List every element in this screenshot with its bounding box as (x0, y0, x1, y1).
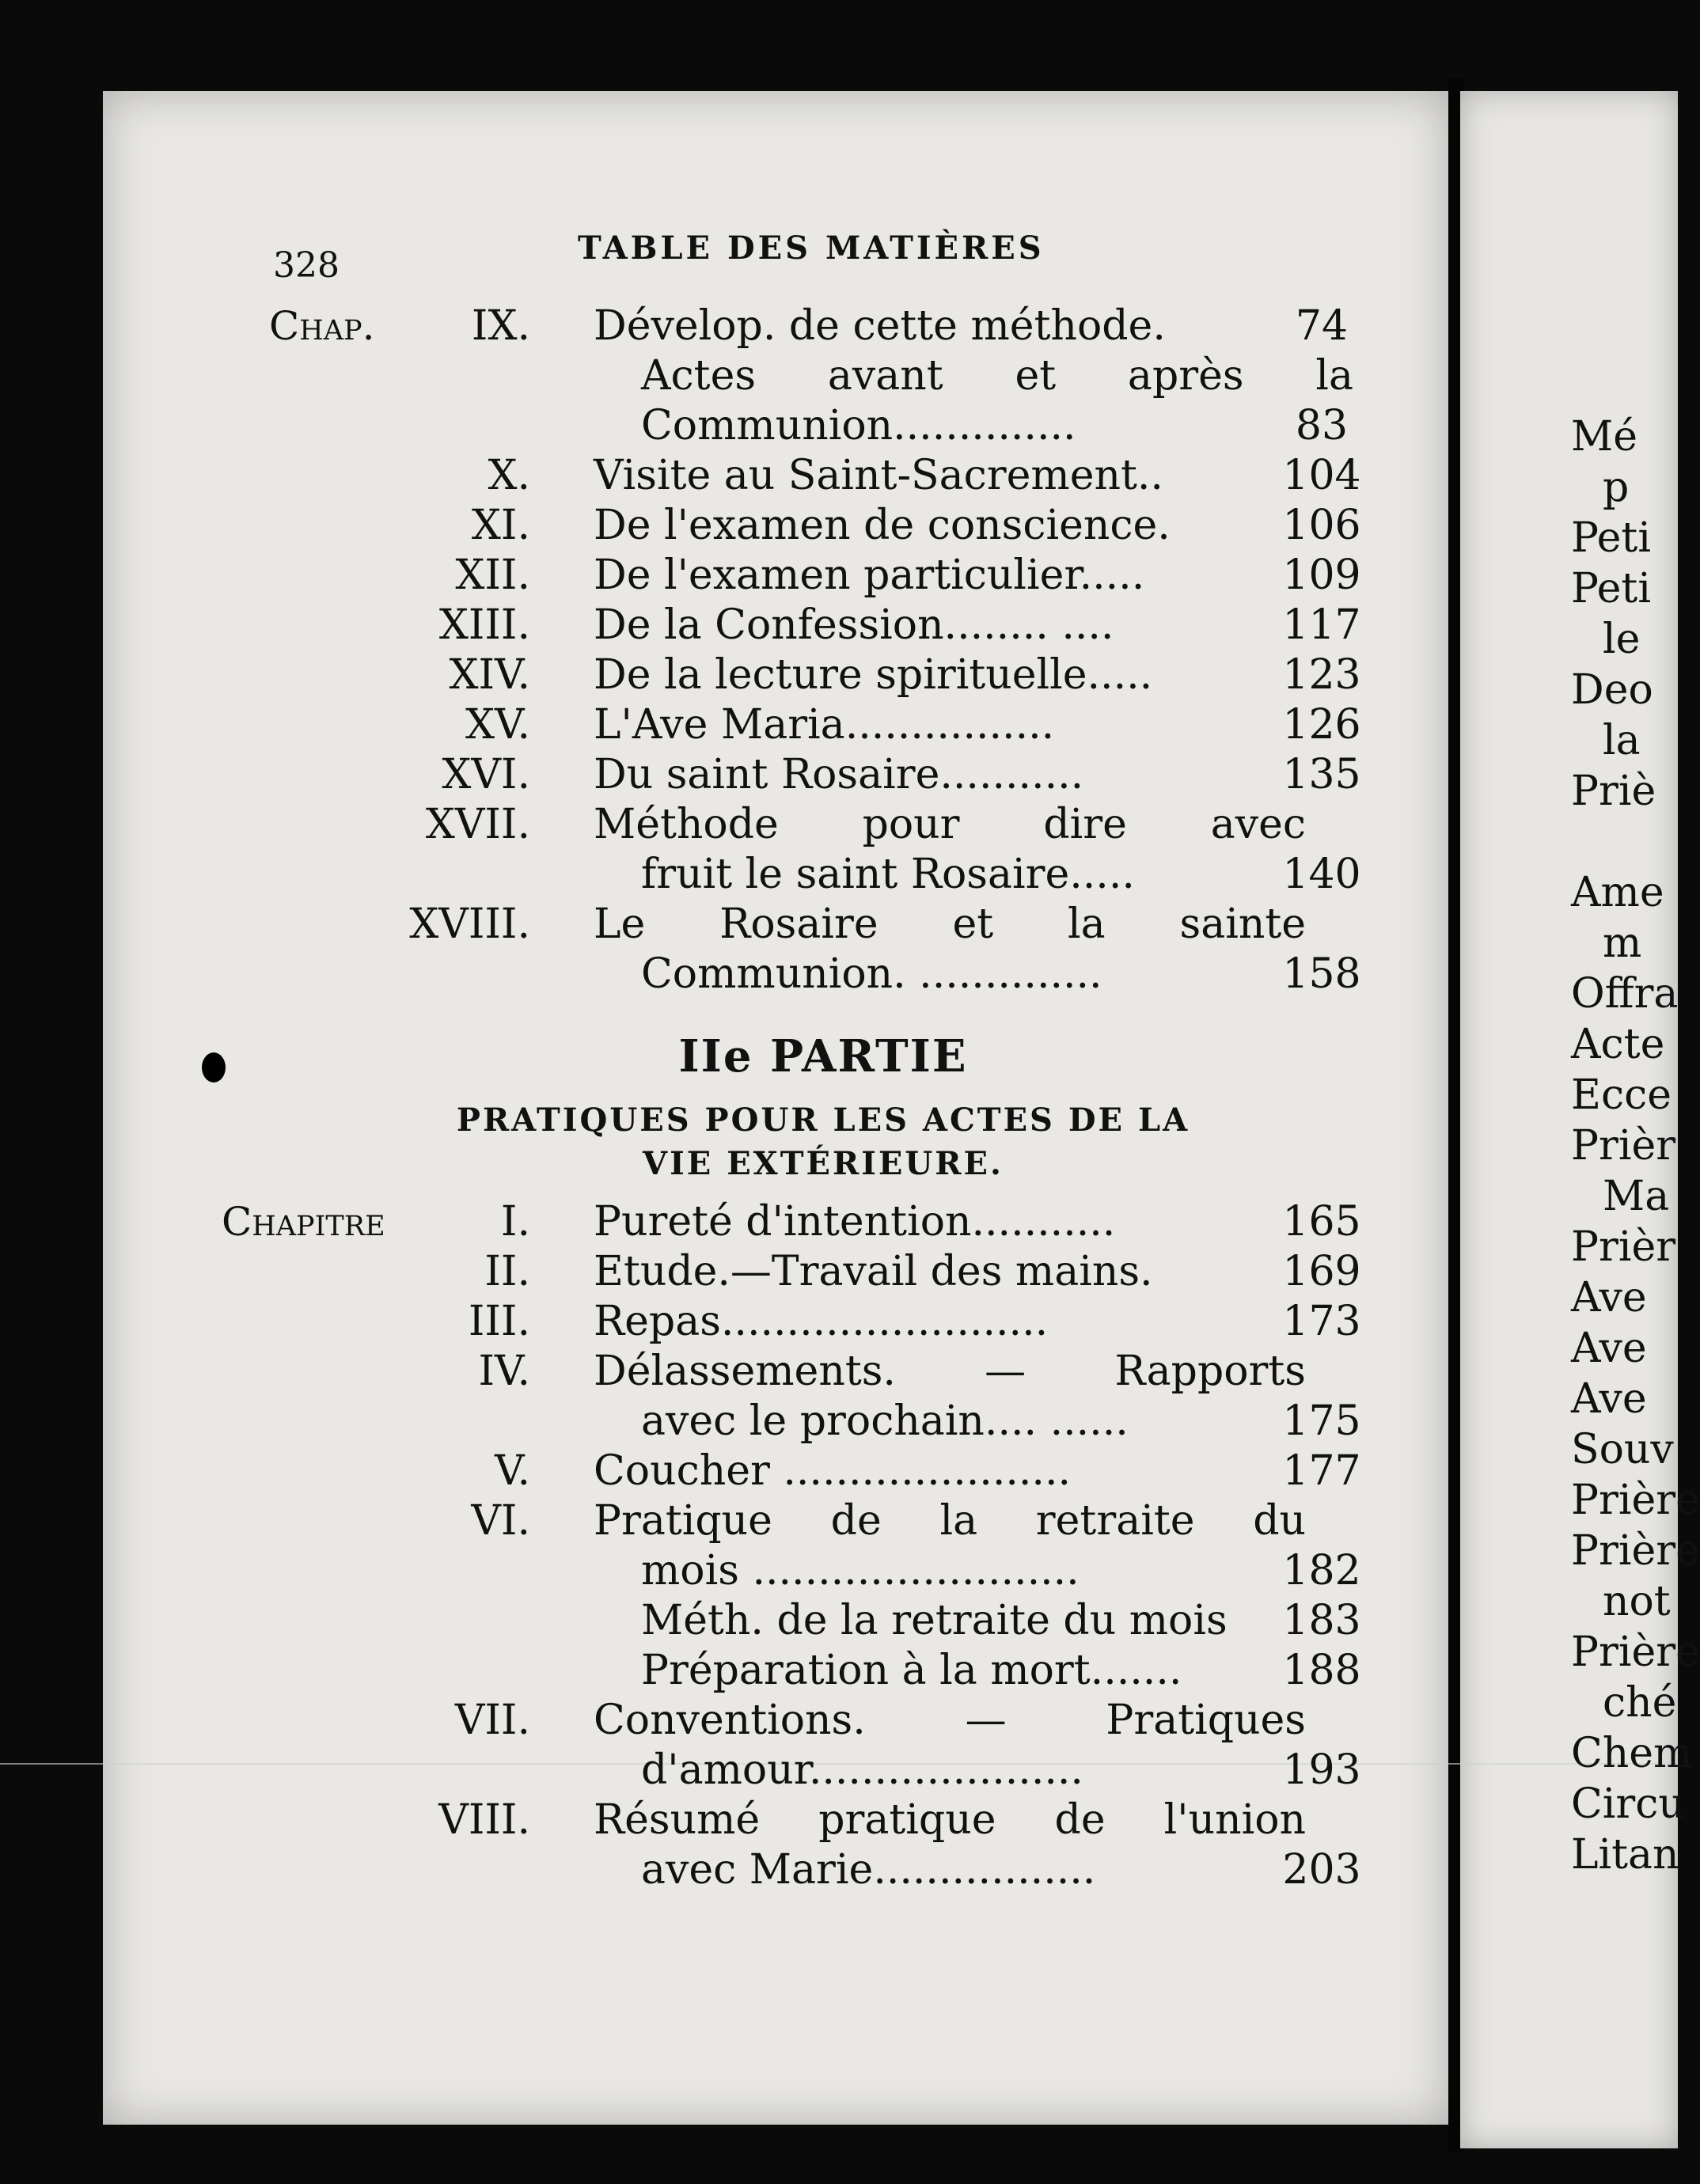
toc-entry-title: avec le prochain.... ...... (641, 1397, 1129, 1445)
right-page-line: la (1603, 717, 1641, 764)
right-page-line (1571, 817, 1700, 867)
right-page-line: ché (1603, 1679, 1677, 1727)
right-page-line: Ecce (1571, 1071, 1672, 1119)
toc-entry-title: Visite au Saint-Sacrement.. (594, 452, 1163, 499)
toc-row (269, 351, 1377, 401)
toc-page-number: 169 (1282, 1248, 1361, 1295)
toc-entry-title: Pratique de la retraite du (594, 1497, 1306, 1545)
right-page-line: Ma (1603, 1173, 1670, 1220)
right-page-line: Prière (1571, 1527, 1700, 1575)
toc-row (269, 899, 1377, 950)
toc-entry-title: Méthode pour dire avec (594, 801, 1306, 848)
right-page-line: Acte (1571, 1021, 1665, 1068)
toc-entry-title: De l'examen de conscience. (594, 502, 1171, 549)
toc-entry-title: Préparation à la mort....... (641, 1647, 1182, 1694)
toc-entry-title: Le Rosaire et la sainte (594, 901, 1306, 948)
right-page-line: Mé (1571, 413, 1638, 461)
right-page-line: Circu (1571, 1780, 1685, 1828)
toc-entry-title: Actes avant et après la (641, 352, 1353, 400)
toc-page-number: 165 (1282, 1198, 1361, 1246)
toc-entry-title: mois ......................... (641, 1547, 1080, 1594)
toc-chapter-number: X. (488, 452, 530, 499)
toc-entry-title: avec Marie................. (641, 1846, 1096, 1894)
toc-chapter-number: VI. (471, 1497, 530, 1545)
right-page-line: Ave (1571, 1274, 1647, 1321)
ink-spot (202, 1052, 226, 1083)
right-page-entries (1571, 411, 1700, 1880)
toc-entry-title: Coucher ...................... (594, 1447, 1072, 1495)
right-page-line: m (1603, 919, 1642, 967)
toc-chapter-number: V. (495, 1447, 530, 1495)
toc-row (269, 550, 1377, 601)
toc-row (269, 749, 1377, 800)
right-page-line: Priè (1571, 768, 1656, 815)
toc-page-number: 173 (1282, 1298, 1361, 1345)
toc-row (269, 450, 1377, 501)
toc-chapter-number: I. (500, 1198, 530, 1246)
toc-row (269, 650, 1377, 700)
toc-entry-title: Repas......................... (594, 1298, 1049, 1345)
toc-page-number: 175 (1282, 1397, 1361, 1445)
toc-chapter-number: XVIII. (409, 901, 530, 948)
toc-row (269, 1396, 1377, 1447)
toc-entry-title: Communion.............. (641, 402, 1076, 449)
toc-row (269, 700, 1377, 750)
toc-entry-title: Communion. .............. (641, 950, 1102, 998)
toc-chapter-number: XVI. (442, 751, 530, 798)
toc-entry-title: Résumé pratique de l'union (594, 1796, 1306, 1844)
toc-page-number: 109 (1282, 552, 1361, 599)
toc-entry-title: De l'examen particulier..... (594, 552, 1145, 599)
toc-chapter-number: III. (468, 1298, 530, 1345)
toc-entry-title: De la Confession........ .... (594, 601, 1114, 649)
toc-page-number: 106 (1282, 502, 1361, 549)
toc-row (269, 1745, 1377, 1795)
right-page-line: Deo (1571, 666, 1653, 714)
toc-page-number: 135 (1282, 751, 1361, 798)
toc-row (269, 1645, 1377, 1696)
toc-label: Chapitre (222, 1199, 385, 1245)
toc-chapter-number: IV. (478, 1348, 530, 1395)
part-heading: IIe PARTIE (678, 1030, 968, 1083)
right-page-line: le (1603, 616, 1641, 663)
right-page-line: Souv (1571, 1426, 1674, 1473)
toc-chapter-number: XI. (471, 502, 530, 549)
right-page-line: Prière (1571, 1477, 1700, 1524)
toc-row (269, 1845, 1377, 1895)
toc-page-number: 140 (1282, 851, 1361, 898)
toc-row (269, 1695, 1377, 1746)
toc-page-number: 182 (1282, 1547, 1361, 1594)
toc-row (269, 1246, 1377, 1297)
toc-row (269, 400, 1377, 451)
toc-entry-title: Conventions. — Pratiques (594, 1697, 1306, 1744)
toc-page-number: 193 (1282, 1746, 1361, 1794)
toc-row (269, 799, 1377, 850)
right-page-line: Peti (1571, 565, 1651, 612)
right-page-line: not (1603, 1578, 1671, 1625)
toc-row (269, 1296, 1377, 1347)
toc-page-number: 117 (1282, 601, 1361, 649)
toc-page-number: 83 (1295, 402, 1349, 449)
toc-row (269, 1545, 1377, 1596)
toc-page-number: 177 (1282, 1447, 1361, 1495)
toc-chapter-number: II. (484, 1248, 530, 1295)
right-page-line: Prièr (1571, 1223, 1676, 1271)
page-title: TABLE DES MATIÈRES (578, 229, 1045, 267)
toc-entry-title: d'amour..................... (641, 1746, 1083, 1794)
toc-chapter-number: IX. (471, 302, 530, 350)
toc-entry-title: L'Ave Maria................ (594, 701, 1055, 749)
right-page-line: Ave (1571, 1375, 1647, 1423)
toc-page-number: 188 (1282, 1647, 1361, 1694)
right-page-line: Prière (1571, 1629, 1700, 1676)
toc-page-number: 158 (1282, 950, 1361, 998)
toc-entry-title: De la lecture spirituelle..... (594, 651, 1153, 699)
toc-entry-title: Pureté d'intention........... (594, 1198, 1116, 1246)
toc-row (269, 600, 1377, 650)
toc-row (269, 1595, 1377, 1646)
toc-row (269, 500, 1377, 551)
toc-row (269, 1446, 1377, 1496)
toc-page-number: 203 (1282, 1846, 1361, 1894)
toc-entry-title: fruit le saint Rosaire..... (641, 851, 1135, 898)
toc-entry-title: Dévelop. de cette méthode. (594, 302, 1166, 350)
toc-row (269, 949, 1377, 999)
toc-chapter-number: XV. (465, 701, 530, 749)
toc-entry-title: Du saint Rosaire........... (594, 751, 1084, 798)
part-subheading: VIE EXTÉRIEURE. (643, 1145, 1004, 1182)
toc-row (269, 1795, 1377, 1845)
toc-row (269, 849, 1377, 900)
toc-page-number: 123 (1282, 651, 1361, 699)
right-page-line: Ave (1571, 1325, 1647, 1372)
right-page-line: Prièr (1571, 1122, 1676, 1170)
toc-entry-title: Méth. de la retraite du mois (641, 1597, 1228, 1644)
toc-entry-title: Etude.—Travail des mains. (594, 1248, 1153, 1295)
toc-row (222, 1196, 1377, 1247)
toc-label: Chap. (269, 303, 375, 349)
part-subheading: PRATIQUES POUR LES ACTES DE LA (456, 1101, 1190, 1139)
toc-chapter-number: XII. (455, 552, 530, 599)
toc-chapter-number: XVII. (425, 801, 530, 848)
toc-row (269, 1496, 1377, 1546)
page-number: 328 (273, 245, 340, 286)
toc-chapter-number: XIV. (449, 651, 530, 699)
toc-chapter-number: VIII. (438, 1796, 530, 1844)
toc-page-number: 104 (1282, 452, 1361, 499)
toc-entry-title: Délassements. — Rapports (594, 1348, 1306, 1395)
toc-chapter-number: VII. (454, 1697, 530, 1744)
right-page-line: Ame (1571, 869, 1664, 916)
right-page-line: p (1603, 464, 1630, 511)
toc-page-number: 183 (1282, 1597, 1361, 1644)
right-page-line: Chem (1571, 1730, 1693, 1777)
right-page-line: Litan (1571, 1831, 1679, 1879)
right-page-line: Offra (1571, 970, 1679, 1018)
toc-row (269, 301, 1377, 351)
toc-page-number: 126 (1282, 701, 1361, 749)
toc-chapter-number: XIII. (438, 601, 530, 649)
right-page-line: Peti (1571, 514, 1651, 562)
toc-row (269, 1346, 1377, 1397)
toc-page-number: 74 (1295, 302, 1349, 350)
